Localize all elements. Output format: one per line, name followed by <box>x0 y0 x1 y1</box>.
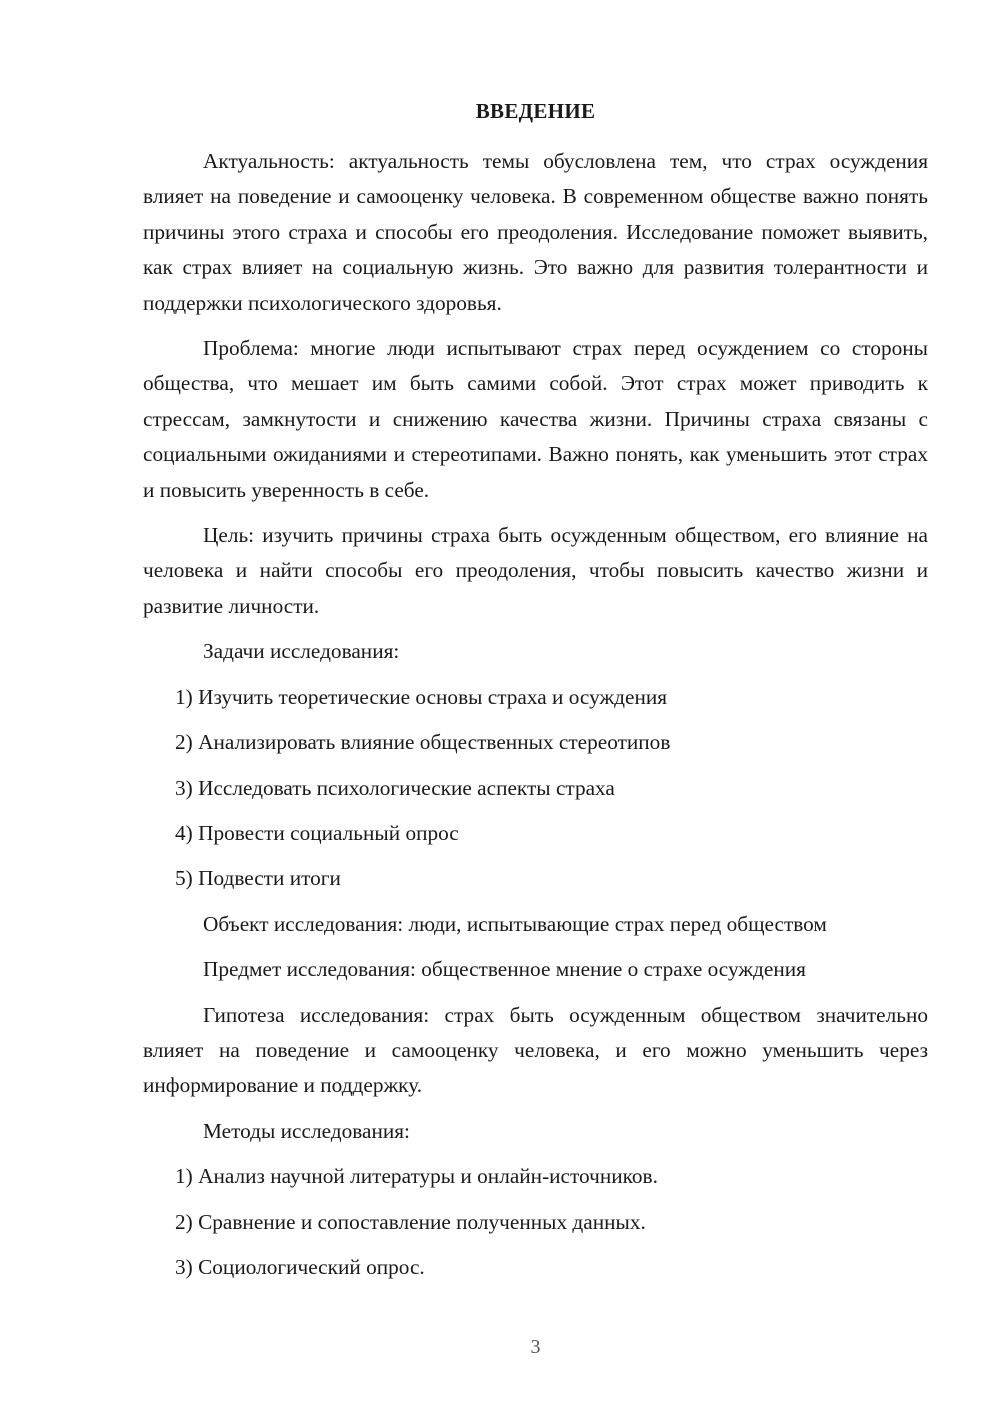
task-item: 4) Провести социальный опрос <box>175 820 459 845</box>
relevance-paragraph: Актуальность: актуальность темы обусловлена тем, что страх осуждения влияет на поведение и самооценку человека. В современном обществе важно понять причины этого страха и способы его преодоления. Исследование поможет выявить, как страх влияет на социальную жизнь. Это важно для развития толерантности и поддержки психологического здоровья. <box>143 149 928 315</box>
task-item: 1) Изучить теоретические основы страха и осуждения <box>175 684 668 709</box>
page-title: ВВЕДЕНИЕ <box>475 99 596 123</box>
research-subject: Предмет исследования: общественное мнение о страхе осуждения <box>203 957 806 982</box>
task-item: 5) Подвести итоги <box>175 866 341 891</box>
goal-paragraph: Цель: изучить причины страха быть осужденным обществом, его влияние на человека и найти способы его преодоления, чтобы повысить качество жизни и развитие личности. <box>143 523 928 618</box>
document-page <box>143 0 928 1414</box>
method-item: 3) Социологический опрос. <box>175 1254 425 1279</box>
tasks-heading: Задачи исследования: <box>203 639 400 664</box>
hypothesis-paragraph: Гипотеза исследования: страх быть осужденным обществом значительно влияет на поведение и самооценку человека, и его можно уменьшить через информирование и поддержку. <box>143 1002 928 1098</box>
methods-heading: Методы исследования: <box>203 1118 410 1143</box>
task-item: 2) Анализировать влияние общественных стереотипов <box>175 730 671 755</box>
research-object: Объект исследования: люди, испытывающие страх перед обществом <box>203 911 827 936</box>
task-item: 3) Исследовать психологические аспекты страха <box>175 775 615 800</box>
method-item: 2) Сравнение и сопоставление полученных данных. <box>175 1209 646 1234</box>
page-number: 3 <box>530 1336 541 1358</box>
document-body <box>143 144 928 1295</box>
problem-paragraph: Проблема: многие люди испытывают страх перед осуждением со стороны общества, что мешает им быть самими собой. Этот страх может приводить к стрессам, замкнутости и снижению качества жизни. Причины страха связаны с социальными ожиданиями и стереотипами. Важно понять, как уменьшить этот страх и повысить уверенность в себе. <box>143 336 928 502</box>
method-item: 1) Анализ научной литературы и онлайн-источников. <box>175 1164 658 1189</box>
